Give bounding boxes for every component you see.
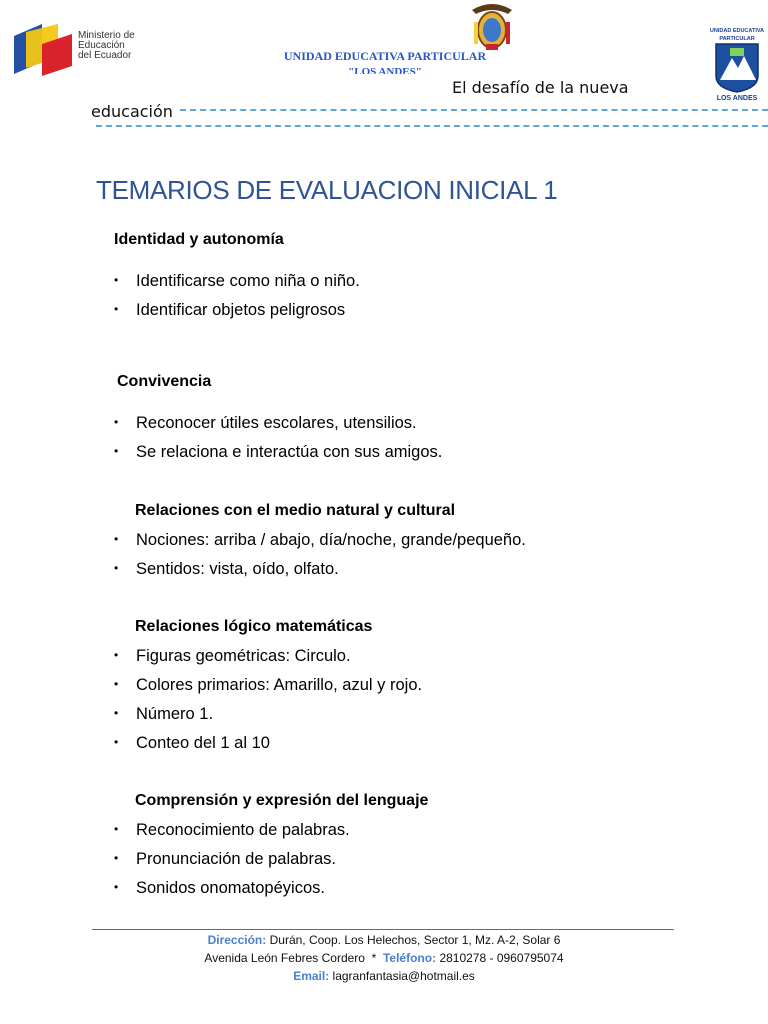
list-item: • Figuras geométricas: Circulo. xyxy=(114,647,351,665)
bullet-icon: • xyxy=(114,444,119,458)
ministry-name: Ministerio de Educación del Ecuador xyxy=(78,30,135,61)
school-name-sub: "LOS ANDES" xyxy=(348,66,422,74)
dashed-divider-top xyxy=(180,109,768,111)
bullet-icon: • xyxy=(114,851,119,865)
phone-label: Teléfono: xyxy=(382,951,437,965)
bullet-icon: • xyxy=(114,648,119,662)
list-item: • Número 1. xyxy=(114,705,214,723)
bullet-icon: • xyxy=(114,273,119,287)
section-heading-identidad: Identidad y autonomía xyxy=(114,231,284,248)
school-name: UNIDAD EDUCATIVA PARTICULAR xyxy=(283,49,487,63)
footer-address-phone xyxy=(0,951,768,965)
bullet-icon: • xyxy=(114,415,119,429)
section-heading-convivencia: Convivencia xyxy=(117,373,212,390)
bullet-icon: • xyxy=(114,706,119,720)
list-item: • Conteo del 1 al 10 xyxy=(114,734,270,752)
list-item: • Reconocimiento de palabras. xyxy=(114,821,350,839)
footer-divider xyxy=(92,929,674,930)
section-heading-medio-natural: Relaciones con el medio natural y cultural xyxy=(135,502,456,519)
list-item: • Identificarse como niña o niño. xyxy=(114,272,360,290)
address-line-2: Avenida León Febres Cordero xyxy=(204,951,365,965)
slogan-line-2: educación xyxy=(91,102,173,121)
section-heading-logico-matematicas: Relaciones lógico matemáticas xyxy=(135,618,373,635)
list-item: • Identificar objetos peligrosos xyxy=(114,301,346,319)
list-item: • Sonidos onomatopéyicos. xyxy=(114,879,325,897)
badge-top-line-2: PARTICULAR xyxy=(719,36,755,42)
email-value[interactable]: lagranfantasia@hotmail.es xyxy=(332,969,475,983)
list-item: • Reconocer útiles escolares, utensilios. xyxy=(114,414,417,432)
footer-address xyxy=(0,933,768,947)
list-item: • Nociones: arriba / abajo, día/noche, grande/pequeño. xyxy=(114,531,526,549)
bullet-icon: • xyxy=(114,532,119,546)
badge-bottom-text: LOS ANDES xyxy=(716,95,758,102)
phone-value: 2810278 - 0960795074 xyxy=(439,951,564,965)
bullet-icon: • xyxy=(114,735,119,749)
address-label: Dirección: xyxy=(207,933,267,947)
document-title: TEMARIOS DE EVALUACION INICIAL 1 xyxy=(96,175,558,205)
dashed-divider-bottom xyxy=(96,125,768,127)
email-label: Email: xyxy=(293,969,330,983)
bullet-icon: • xyxy=(114,677,119,691)
bullet-icon: • xyxy=(114,822,119,836)
footer-email xyxy=(0,969,768,983)
bullet-icon: • xyxy=(114,302,119,316)
footer-separator: * xyxy=(371,951,377,965)
list-item: • Sentidos: vista, oído, olfato. xyxy=(114,560,339,578)
bullet-icon: • xyxy=(114,561,119,575)
slogan-line-1: El desafío de la nueva xyxy=(452,78,629,97)
bullet-icon: • xyxy=(114,880,119,894)
list-item: • Se relaciona e interactúa con sus amigos. xyxy=(114,443,443,461)
los-andes-badge-logo xyxy=(708,24,766,102)
badge-top-line-1: UNIDAD EDUCATIVA xyxy=(709,28,765,34)
coat-of-arms-icon xyxy=(470,0,514,54)
list-item: • Pronunciación de palabras. xyxy=(114,850,336,868)
address-value: Durán, Coop. Los Helechos, Sector 1, Mz. A-2, Solar 6 xyxy=(269,933,561,947)
section-heading-lenguaje: Comprensión y expresión del lenguaje xyxy=(135,792,429,809)
list-item: • Colores primarios: Amarillo, azul y rojo. xyxy=(114,676,423,694)
